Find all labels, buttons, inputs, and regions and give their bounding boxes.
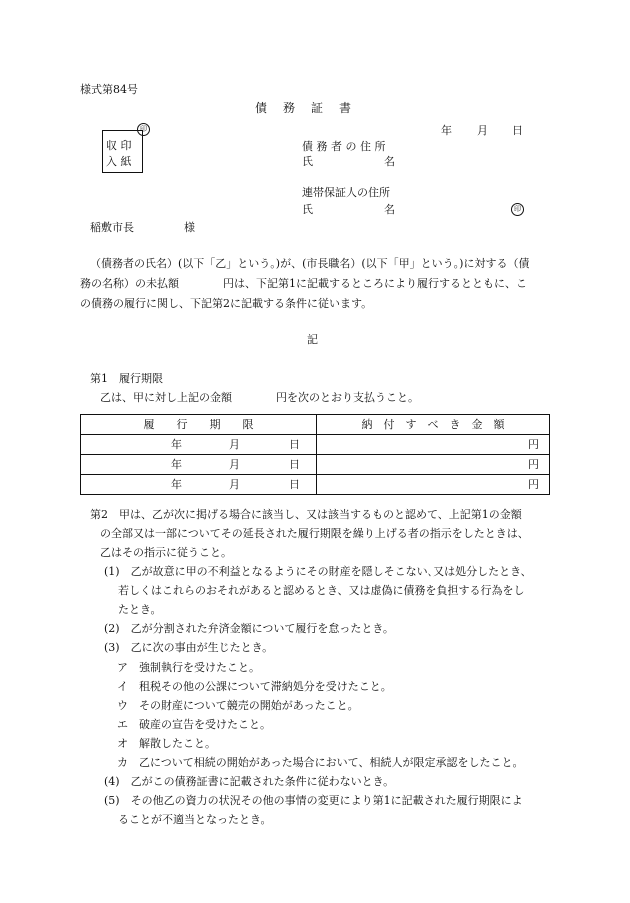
item5-line-a: (5) その他乙の資力の状況その他の事情の変更により第1に記載された履行期限によ — [104, 794, 523, 807]
header-due-date: 履 行 期 限 — [81, 415, 317, 435]
debtor-name-label-2: 名 — [384, 155, 395, 168]
section2-line-3: 乙はその指示に従うこと。 — [100, 546, 232, 559]
debtor-name-label-1: 氏 — [302, 155, 313, 168]
guarantor-address-label: 連帯保証人の住所 — [302, 186, 390, 199]
section2-line-1: 第2 甲は、乙が次に掲げる場合に該当し、又は該当するものと認めて、上記第1の金額 — [90, 508, 522, 521]
form-number: 様式第84号 — [80, 83, 138, 96]
item3: (3) 乙に次の事由が生じたとき。 — [104, 641, 274, 654]
row3-day: 日 — [289, 478, 300, 491]
section1-body: 乙は、甲に対し上記の金額 円を次のとおり支払うこと。 — [100, 391, 419, 404]
row3-yen: 円 — [317, 475, 550, 495]
revenue-box-line1: 収 印 — [106, 139, 132, 152]
item5-line-b: ることが不適当となったとき。 — [118, 813, 272, 826]
intro-line-1: （債務者の氏名）(以下「乙」という。)が、(市長職名）(以下「甲」という。)に対する（債 — [90, 257, 530, 270]
seal-mark-revenue: 印 — [137, 123, 150, 136]
row1-year: 年 — [171, 438, 182, 451]
sub-item-u: ウ その財産について競売の開始があったこと。 — [117, 699, 359, 712]
row2-day: 日 — [289, 458, 300, 471]
table-row — [81, 475, 550, 495]
payment-schedule-table — [80, 414, 550, 495]
sub-item-i: イ 租税その他の公課について滞納処分を受けたこと。 — [117, 680, 392, 693]
date-day: 日 — [512, 124, 523, 137]
intro-line-2: 務の名称）の未払額 円は、下記第1に記載するところにより履行するとともに、こ — [80, 277, 527, 290]
intro-line-3: の債務の履行に関し、下記第2に記載する条件に従います。 — [80, 297, 373, 310]
row1-month: 月 — [229, 438, 240, 451]
ki-heading: 記 — [307, 333, 318, 346]
guarantor-name-label-1: 氏 — [302, 203, 313, 216]
revenue-box-line2: 入 紙 — [106, 155, 132, 168]
table-row — [81, 435, 550, 455]
section2-line-2: の全部又は一部についてその延長された履行期限を繰り上げる者の指示をしたときは、 — [100, 527, 529, 540]
row2-yen: 円 — [317, 455, 550, 475]
addressee-name: 稲敷市長 — [90, 221, 134, 234]
item2: (2) 乙が分割された弁済金額について履行を怠ったとき。 — [104, 622, 394, 635]
row2-month: 月 — [229, 458, 240, 471]
document-title: 債 務 証 書 — [255, 101, 354, 115]
row2-year: 年 — [171, 458, 182, 471]
item1-line-a: (1) 乙が故意に甲の不利益となるようにその財産を隠しそこない､又は処分したとき、 — [104, 565, 532, 578]
row3-year: 年 — [171, 478, 182, 491]
guarantor-name-label-2: 名 — [384, 203, 395, 216]
item4: (4) 乙がこの債務証書に記載された条件に従わないとき。 — [104, 775, 395, 788]
revenue-stamp-box — [102, 130, 143, 173]
item1-line-b: 若しくはこれらのおそれがあると認めるとき、又は虚偽に債務を負担する行為をし — [118, 584, 525, 597]
addressee-honorific: 様 — [184, 221, 195, 234]
seal-mark-guarantor: 印 — [511, 203, 524, 216]
sub-item-e: エ 破産の宣告を受けたこと。 — [117, 718, 271, 731]
header-amount: 納 付 す べ き 金 額 — [317, 415, 550, 435]
date-year: 年 — [441, 124, 452, 137]
row1-yen: 円 — [317, 435, 550, 455]
table-header-row — [81, 415, 550, 435]
table-row — [81, 455, 550, 475]
debtor-address-label: 債 務 者 の 住 所 — [302, 140, 386, 153]
item1-line-c: たとき。 — [118, 603, 162, 616]
sub-item-ka: カ 乙について相続の開始があった場合において、相続人が限定承認をしたこと。 — [117, 756, 524, 769]
row3-month: 月 — [229, 478, 240, 491]
date-month: 月 — [477, 124, 488, 137]
sub-item-a: ア 強制執行を受けたこと。 — [117, 661, 260, 674]
sub-item-o: オ 解散したこと。 — [117, 737, 216, 750]
row1-day: 日 — [289, 438, 300, 451]
section1-heading: 第1 履行期限 — [90, 372, 163, 385]
